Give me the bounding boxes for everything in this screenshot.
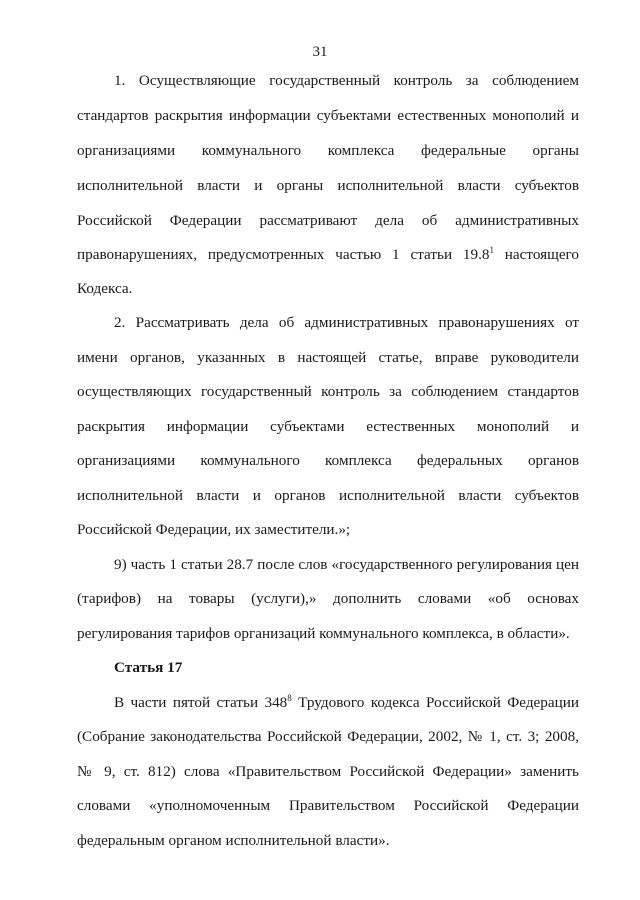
article-17-line-1-text: В части пятой статьи 348 [114,694,288,711]
paragraph-2-line-2: имени органов, указанных в настоящей статье, вправе руководители [77,349,579,366]
article-17-line-1-tail: Трудового кодекса Российской Федерации [291,694,580,711]
paragraph-2-line-4: раскрытия информации субъектами естественных монополий и [77,418,579,435]
paragraph-2-line-6: исполнительной власти и органов исполнительной власти субъектов [77,487,579,504]
paragraph-2-line-5: организациями коммунального комплекса федеральных органов [77,452,579,469]
item-9-line-1: 9) часть 1 статьи 28.7 после слов «государственного регулирования цен [114,556,579,573]
article-17-line-1 [114,693,579,713]
paragraph-2-line-3: осуществляющих государственный контроль за соблюдением стандартов [77,383,579,400]
item-9-line-2: (тарифов) на товары (услуги),» дополнить словами «об основах [77,590,579,607]
superscript-8: 8 [287,693,292,703]
paragraph-1-line-5: Российской Федерации рассматривают дела об административных [77,212,579,229]
article-17-line-2: (Собрание законодательства Российской Федерации, 2002, № 1, ст. 3; 2008, [77,728,579,745]
article-17-line-3: № 9, ст. 812) слова «Правительством Российской Федерации» заменить [77,763,579,780]
page-number: 31 [312,44,328,60]
paragraph-1-line-6 [77,245,579,265]
paragraph-1-line-6-text: правонарушениях, предусмотренных частью 1 статьи 19.8 [77,246,490,263]
paragraph-2-line-1: 2. Рассматривать дела об административных правонарушениях от [114,314,579,331]
article-heading: Статья 17 [114,659,183,676]
item-9-line-3: регулирования тарифов организаций коммунального комплекса, в области». [77,625,570,642]
paragraph-1-line-3: организациями коммунального комплекса федеральные органы [77,142,579,159]
superscript-1: 1 [489,245,494,255]
article-17-line-5: федеральным органом исполнительной власти». [77,832,390,849]
paragraph-1-line-4: исполнительной власти и органы исполнительной власти субъектов [77,177,579,194]
paragraph-1-line-7: Кодекса. [77,280,133,297]
paragraph-1-line-2: стандартов раскрытия информации субъектами естественных монополий и [77,107,579,124]
article-17-line-4: словами «уполномоченным Правительством Российской Федерации [77,797,579,814]
paragraph-2-line-7: Российской Федерации, их заместители.»; [77,521,351,538]
paragraph-1-line-1: 1. Осуществляющие государственный контроль за соблюдением [114,72,579,89]
paragraph-1-line-6-tail: настоящего [493,246,580,263]
